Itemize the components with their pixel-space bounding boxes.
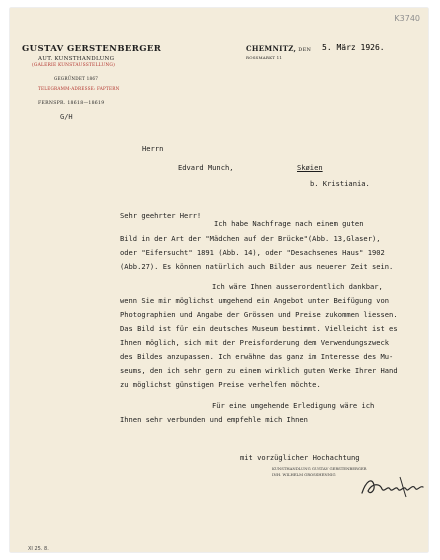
letterhead-gallery: (GALERIE KUNSTAUSSTELLUNG) [32, 63, 116, 68]
body-line: Ihnen möglich, sich mit der Preisforderung dem Verwendungszweck [120, 338, 390, 347]
body-line: oder "Eifersucht" 1891 (Abb. 14), oder "Desachsenes Haus" 1902 [120, 248, 385, 257]
body-line: Bild in der Art der "Mädchen auf der Brücke"(Abb. 13,Glaser), [120, 234, 381, 243]
address-region: b. Kristiania. [310, 179, 370, 188]
body-line: des Bildes anzupassen. Ich erwähne das ganz im Interesse des Mu- [120, 352, 394, 361]
address-recipient: Edvard Munch, [178, 163, 234, 172]
street-address: ROSSMARKT 11 [246, 55, 283, 60]
city-den: DEN [298, 47, 312, 53]
city-line [246, 44, 311, 53]
address-place: Skøien [297, 163, 323, 172]
body-line: Ich habe Nachfrage nach einem guten [214, 219, 364, 228]
letterhead-founded: GEGRÜNDET 1867 [54, 76, 99, 81]
body-line: wenn Sie mir möglichst umgehend ein Angebot unter Beifügung von [120, 296, 390, 305]
firm-stamp-line1: KUNSTHANDLUNG GUSTAV GERSTENBERGER [272, 466, 367, 471]
letterhead-telegram: TELEGRAMM-ADRESSE: FAPTERN [38, 86, 120, 91]
closing-phrase: mit vorzüglicher Hochachtung [240, 453, 360, 462]
letterhead-name: GUSTAV GERSTENBERGER [22, 44, 162, 54]
letter-page [10, 8, 428, 552]
body-line: Für eine umgehende Erledigung wäre ich [212, 401, 375, 410]
letterhead-phone: FERNSPR. 18618—18619 [38, 101, 105, 106]
body-line: seums, den ich sehr gern zu einem wirklich guten Werke Ihrer Hand [120, 366, 398, 375]
firm-stamp-line2: INH. WILHELM GROSSHENNIG [272, 472, 336, 477]
city-name: CHEMNITZ, [246, 44, 297, 53]
body-line: Das Bild ist für ein deutsches Museum bestimmt. Vielleicht ist es [120, 324, 398, 333]
archive-number: K3740 [394, 14, 420, 23]
reference-initials: G/H [60, 113, 73, 121]
body-line: Photographien und Angabe der Grössen und Preise zukommen liessen. [120, 310, 398, 319]
handwritten-signature [360, 473, 430, 499]
greeting: Sehr geehrter Herr! [120, 211, 202, 220]
body-line: Ihnen sehr verbunden und empfehle mich Ihnen [120, 415, 308, 424]
letterhead-subtitle: AUT. KUNSTHANDLUNG [38, 56, 115, 62]
body-line: zu möglichst günstigen Preise verhelfen möchte. [120, 380, 321, 389]
body-line: (Abb.27). Es können natürlich auch Bilder aus neuerer Zeit sein. [120, 262, 394, 271]
letter-date: 5. März 1926. [322, 43, 385, 52]
address-herrn: Herrn [142, 144, 164, 153]
footer-form-code: XI 25. 8. [28, 546, 49, 552]
body-line: Ich wäre Ihnen ausserordentlich dankbar, [212, 282, 383, 291]
